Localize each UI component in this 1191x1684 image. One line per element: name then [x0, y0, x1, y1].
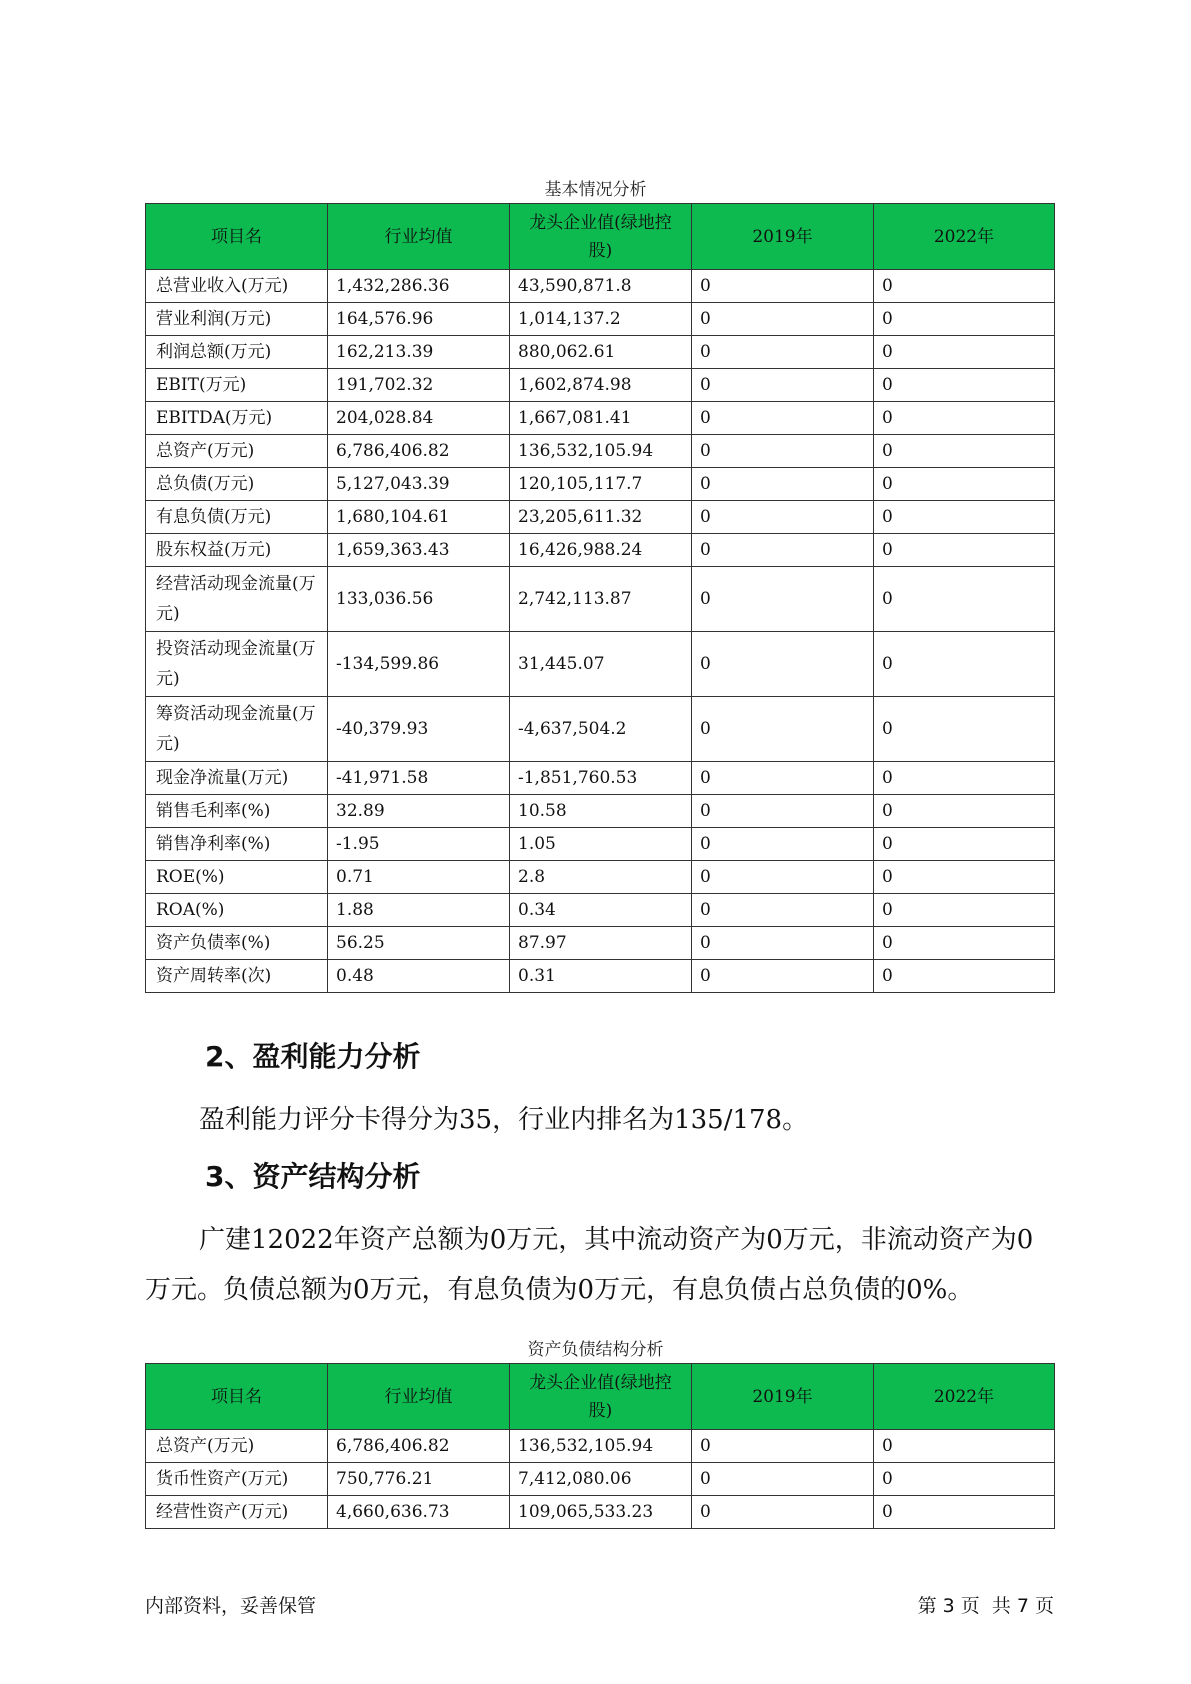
- cell-item-name: ROE(%): [146, 861, 328, 894]
- cell-2019: 0: [692, 336, 874, 369]
- cell-item-name: 资产周转率(次): [146, 960, 328, 993]
- cell-item-name: 现金净流量(万元): [146, 762, 328, 795]
- cell-item-name: EBIT(万元): [146, 369, 328, 402]
- cell-2019: 0: [692, 762, 874, 795]
- cell-2022: 0: [874, 303, 1055, 336]
- cell-industry-avg: 6,786,406.82: [328, 435, 510, 468]
- cell-leader-value: 2,742,113.87: [510, 567, 692, 632]
- cell-leader-value: 87.97: [510, 927, 692, 960]
- table-row: [146, 960, 1055, 993]
- cell-2019: 0: [692, 534, 874, 567]
- col-header-2022: 2022年: [874, 204, 1055, 270]
- table-row: [146, 697, 1055, 762]
- footer-confidential-note: 内部资料，妥善保管: [145, 1595, 317, 1617]
- table-row: [146, 1463, 1055, 1496]
- col-header-industry-avg: 行业均值: [328, 204, 510, 270]
- cell-industry-avg: 4,660,636.73: [328, 1496, 510, 1529]
- table-row: [146, 795, 1055, 828]
- cell-leader-value: 136,532,105.94: [510, 1430, 692, 1463]
- cell-leader-value: 120,105,117.7: [510, 468, 692, 501]
- table-row: [146, 435, 1055, 468]
- table-row: [146, 567, 1055, 632]
- table-row: [146, 468, 1055, 501]
- table-row: [146, 303, 1055, 336]
- table-row: [146, 270, 1055, 303]
- cell-leader-value: 0.31: [510, 960, 692, 993]
- table-row: [146, 861, 1055, 894]
- cell-2019: 0: [692, 632, 874, 697]
- cell-leader-value: 43,590,871.8: [510, 270, 692, 303]
- cell-2022: 0: [874, 336, 1055, 369]
- cell-industry-avg: -41,971.58: [328, 762, 510, 795]
- cell-leader-value: 880,062.61: [510, 336, 692, 369]
- cell-industry-avg: 750,776.21: [328, 1463, 510, 1496]
- col-header-2019: 2019年: [692, 204, 874, 270]
- cell-2019: 0: [692, 435, 874, 468]
- cell-2022: 0: [874, 1430, 1055, 1463]
- cell-leader-value: 0.34: [510, 894, 692, 927]
- cell-industry-avg: 0.71: [328, 861, 510, 894]
- cell-2019: 0: [692, 303, 874, 336]
- cell-industry-avg: 56.25: [328, 927, 510, 960]
- cell-industry-avg: 162,213.39: [328, 336, 510, 369]
- col-header-industry-avg: 行业均值: [328, 1364, 510, 1430]
- table-row: [146, 762, 1055, 795]
- section-heading-profitability: 2、盈利能力分析: [205, 1040, 421, 1073]
- cell-item-name: 经营性资产(万元): [146, 1496, 328, 1529]
- table-caption-basic: 基本情况分析: [544, 180, 647, 200]
- cell-item-name: 总资产(万元): [146, 435, 328, 468]
- table-row: [146, 369, 1055, 402]
- cell-item-name: 销售净利率(%): [146, 828, 328, 861]
- cell-leader-value: 1,602,874.98: [510, 369, 692, 402]
- cell-2022: 0: [874, 1463, 1055, 1496]
- table-row: [146, 1496, 1055, 1529]
- cell-2022: 0: [874, 828, 1055, 861]
- cell-industry-avg: 1,659,363.43: [328, 534, 510, 567]
- cell-2022: 0: [874, 1496, 1055, 1529]
- cell-2019: 0: [692, 501, 874, 534]
- cell-item-name: 投资活动现金流量(万元): [146, 632, 328, 697]
- cell-2019: 0: [692, 468, 874, 501]
- table-row: [146, 1430, 1055, 1463]
- cell-item-name: 总营业收入(万元): [146, 270, 328, 303]
- cell-industry-avg: 133,036.56: [328, 567, 510, 632]
- cell-industry-avg: 191,702.32: [328, 369, 510, 402]
- balance-structure-table: [145, 1363, 1055, 1529]
- cell-leader-value: -4,637,504.2: [510, 697, 692, 762]
- table-header-row: [146, 1364, 1055, 1430]
- cell-2019: 0: [692, 697, 874, 762]
- cell-leader-value: 2.8: [510, 861, 692, 894]
- cell-2022: 0: [874, 697, 1055, 762]
- cell-2022: 0: [874, 894, 1055, 927]
- asset-structure-text: 广建12022年资产总额为0万元，其中流动资产为0万元，非流动资产为0万元。负债总额为0万元，有息负债为0万元，有息负债占总负债的0%。: [145, 1225, 1034, 1305]
- table-row: [146, 927, 1055, 960]
- cell-industry-avg: 204,028.84: [328, 402, 510, 435]
- cell-leader-value: 136,532,105.94: [510, 435, 692, 468]
- cell-2022: 0: [874, 501, 1055, 534]
- cell-leader-value: 1.05: [510, 828, 692, 861]
- table-row: [146, 828, 1055, 861]
- cell-industry-avg: 1,432,286.36: [328, 270, 510, 303]
- cell-leader-value: 1,667,081.41: [510, 402, 692, 435]
- col-header-item: 项目名: [146, 204, 328, 270]
- cell-industry-avg: 5,127,043.39: [328, 468, 510, 501]
- cell-item-name: 有息负债(万元): [146, 501, 328, 534]
- profitability-paragraph: [145, 1095, 1057, 1145]
- cell-2019: 0: [692, 1496, 874, 1529]
- cell-2019: 0: [692, 402, 874, 435]
- cell-2022: 0: [874, 468, 1055, 501]
- basic-analysis-table: [145, 203, 1055, 993]
- cell-item-name: 货币性资产(万元): [146, 1463, 328, 1496]
- table-row: [146, 894, 1055, 927]
- col-header-leader-value: 龙头企业值(绿地控股): [510, 204, 692, 270]
- cell-item-name: 资产负债率(%): [146, 927, 328, 960]
- cell-2022: 0: [874, 861, 1055, 894]
- asset-structure-paragraph: [145, 1215, 1057, 1315]
- cell-2019: 0: [692, 927, 874, 960]
- cell-2019: 0: [692, 1463, 874, 1496]
- cell-leader-value: -1,851,760.53: [510, 762, 692, 795]
- cell-2022: 0: [874, 270, 1055, 303]
- cell-industry-avg: 0.48: [328, 960, 510, 993]
- cell-item-name: 股东权益(万元): [146, 534, 328, 567]
- cell-industry-avg: 164,576.96: [328, 303, 510, 336]
- cell-2022: 0: [874, 435, 1055, 468]
- section-heading-asset-structure: 3、资产结构分析: [205, 1160, 421, 1193]
- cell-2022: 0: [874, 795, 1055, 828]
- cell-leader-value: 7,412,080.06: [510, 1463, 692, 1496]
- cell-2022: 0: [874, 960, 1055, 993]
- cell-leader-value: 31,445.07: [510, 632, 692, 697]
- cell-item-name: 筹资活动现金流量(万元): [146, 697, 328, 762]
- cell-2019: 0: [692, 369, 874, 402]
- cell-2022: 0: [874, 402, 1055, 435]
- col-header-leader-value: 龙头企业值(绿地控股): [510, 1364, 692, 1430]
- cell-item-name: 销售毛利率(%): [146, 795, 328, 828]
- table-row: [146, 336, 1055, 369]
- cell-item-name: 营业利润(万元): [146, 303, 328, 336]
- table-row: [146, 402, 1055, 435]
- cell-2019: 0: [692, 960, 874, 993]
- cell-2019: 0: [692, 861, 874, 894]
- cell-item-name: EBITDA(万元): [146, 402, 328, 435]
- table-row: [146, 534, 1055, 567]
- table-caption-balance: 资产负债结构分析: [527, 1340, 664, 1360]
- cell-2019: 0: [692, 795, 874, 828]
- cell-2019: 0: [692, 567, 874, 632]
- cell-industry-avg: 1,680,104.61: [328, 501, 510, 534]
- cell-2022: 0: [874, 762, 1055, 795]
- cell-leader-value: 109,065,533.23: [510, 1496, 692, 1529]
- cell-2022: 0: [874, 567, 1055, 632]
- cell-industry-avg: -134,599.86: [328, 632, 510, 697]
- cell-item-name: 利润总额(万元): [146, 336, 328, 369]
- table-header-row: [146, 204, 1055, 270]
- cell-2022: 0: [874, 369, 1055, 402]
- footer-page-number: 第 3 页 共 7 页: [917, 1595, 1054, 1617]
- col-header-item: 项目名: [146, 1364, 328, 1430]
- cell-item-name: ROA(%): [146, 894, 328, 927]
- cell-item-name: 总资产(万元): [146, 1430, 328, 1463]
- col-header-2022: 2022年: [874, 1364, 1055, 1430]
- table-row: [146, 632, 1055, 697]
- cell-item-name: 经营活动现金流量(万元): [146, 567, 328, 632]
- cell-leader-value: 10.58: [510, 795, 692, 828]
- cell-leader-value: 1,014,137.2: [510, 303, 692, 336]
- cell-2019: 0: [692, 270, 874, 303]
- cell-leader-value: 23,205,611.32: [510, 501, 692, 534]
- cell-item-name: 总负债(万元): [146, 468, 328, 501]
- cell-2022: 0: [874, 927, 1055, 960]
- cell-leader-value: 16,426,988.24: [510, 534, 692, 567]
- cell-2022: 0: [874, 534, 1055, 567]
- cell-2019: 0: [692, 1430, 874, 1463]
- cell-2019: 0: [692, 894, 874, 927]
- cell-industry-avg: -1.95: [328, 828, 510, 861]
- cell-2022: 0: [874, 632, 1055, 697]
- cell-industry-avg: 32.89: [328, 795, 510, 828]
- profitability-text: 盈利能力评分卡得分为35，行业内排名为135/178。: [199, 1105, 809, 1135]
- col-header-2019: 2019年: [692, 1364, 874, 1430]
- table-row: [146, 501, 1055, 534]
- cell-industry-avg: -40,379.93: [328, 697, 510, 762]
- cell-2019: 0: [692, 828, 874, 861]
- cell-industry-avg: 1.88: [328, 894, 510, 927]
- cell-industry-avg: 6,786,406.82: [328, 1430, 510, 1463]
